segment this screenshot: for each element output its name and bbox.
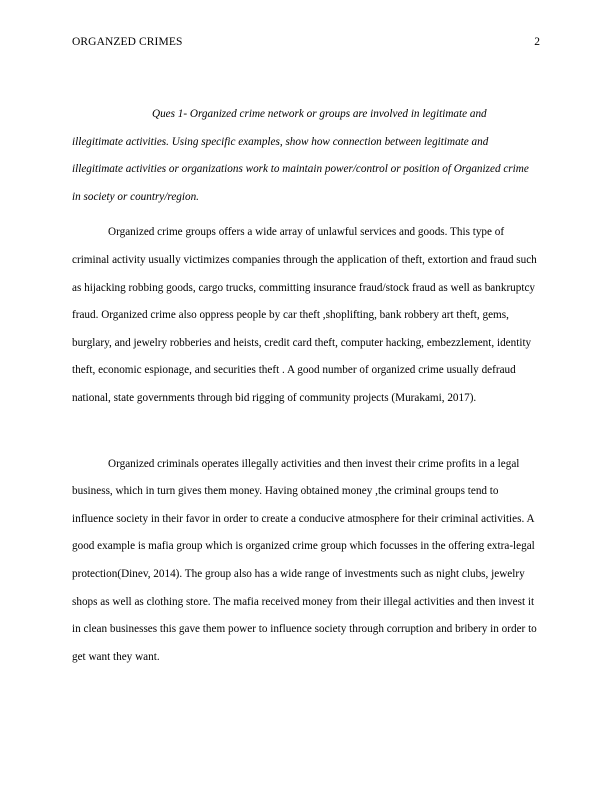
question-prompt: Ques 1- Organized crime network or groups are involved in legitimate and illegitimate activities. Using specific examples, show how connection between legitimate and illegitimate activities or organizations work to maintain power/control or position of Organized crime in society or country/region. — [72, 108, 529, 203]
page-number: 2 — [534, 36, 540, 48]
body-paragraph-1: Organized crime groups offers a wide array of unlawful services and goods. This type of criminal activity usually victimizes companies through the application of theft, extortion and fraud such as hijacking robbing goods, cargo trucks, committing insurance fraud/stock fraud as well as bankruptcy fraud. Organized crime also oppress people by car theft ,shoplifting, bank robbery art theft, gems, burglary, and jewelry robberies and heists, credit card theft, computer hacking, embezzlement, identity theft, economic espionage, and securities theft . A good number of organized crime usually defraud national, state governments through bid rigging of community projects (Murakami, 2017). — [72, 226, 537, 404]
running-head: ORGANZED CRIMES — [72, 36, 183, 48]
document-body — [72, 101, 540, 671]
body-paragraph-2: Organized criminals operates illegally activities and then invest their crime profits in a legal business, which in turn gives them money. Having obtained money ,the criminal groups tend to influence society in their favor in order to create a conducive atmosphere for their criminal activities. A good example is mafia group which is organized crime group which focusses in the offering extra-legal protection(Dinev, 2014). The group also has a wide range of investments such as night clubs, jewelry shops as well as clothing store. The mafia received money from their illegal activities and then invest it in clean businesses this gave them power to influence society through corruption and bribery in order to get want they want. — [72, 457, 537, 663]
